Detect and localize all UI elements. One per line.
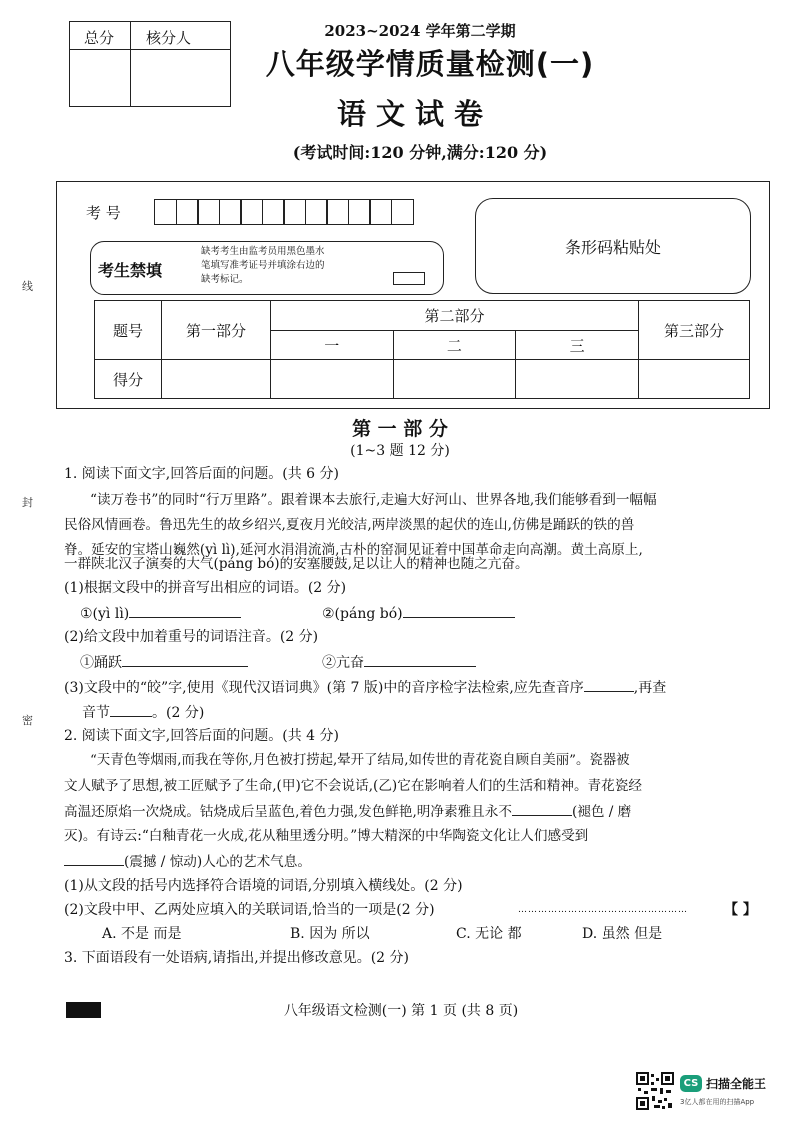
barcode-label: 条形码粘贴处 <box>564 238 661 257</box>
part1-title: 第 一 部 分 <box>352 418 448 440</box>
q1-para-line: “读万卷书”的同时“行万里路”。跟着课本去旅行,走遍大好河山、世界各地,我们能够看到一幅幅 <box>90 492 657 508</box>
q2-para-line: 文人赋予了思想,被工匠赋予了生命,(甲)它不会说话,(乙)它在影响着人们的生活和精神。青花瓷经 <box>64 778 642 794</box>
scanner-name: 扫描全能王 <box>706 1077 767 1091</box>
exam-term: 2023~2024 学年第二学期 <box>324 22 516 40</box>
answer-blank[interactable] <box>584 677 634 692</box>
option-b[interactable]: B. 因为 所以 <box>290 926 370 942</box>
absent-box <box>90 241 444 295</box>
option-d[interactable]: D. 虽然 但是 <box>582 926 663 942</box>
q1-para-line: 民俗风情画卷。鲁迅先生的故乡绍兴,夏夜月光皎洁,两岸淡黑的起伏的连山,仿佛是踊跃的铁的兽 <box>64 517 635 533</box>
q1-sub2-a-label: ①踊跃 <box>80 655 122 671</box>
q1-sub2-b <box>322 652 476 673</box>
grade-score-label: 得分 <box>95 360 162 399</box>
answer-blank[interactable] <box>122 652 248 667</box>
q2-sub2: (2)文段中甲、乙两处应填入的关联词语,恰当的一项是(2 分) <box>64 902 435 918</box>
answer-blank[interactable] <box>129 603 241 618</box>
answer-blank[interactable] <box>364 652 476 667</box>
option-c[interactable]: C. 无论 都 <box>456 926 522 942</box>
q1-sub1: (1)根据文段中的拼音写出相应的词语。(2 分) <box>64 580 347 596</box>
q1-sub3-text: 。(2 分) <box>152 705 205 721</box>
qr-code-icon <box>636 1072 674 1110</box>
q1-sub3-text-end: ,再查 <box>633 680 667 696</box>
q1-sub3-line2 <box>82 702 204 723</box>
q2-para-text: 高温还原焰一次烧成。钴烧成后呈蓝色,着色力强,发色鲜艳,明净素雅且永不 <box>64 804 512 820</box>
answer-blank[interactable] <box>512 801 572 816</box>
answer-blank[interactable] <box>403 603 515 618</box>
answer-blank[interactable] <box>110 702 152 717</box>
answer-blank[interactable] <box>64 851 124 866</box>
answer-bracket[interactable]: 【 】 <box>724 902 757 918</box>
q2-para-line: “天青色等烟雨,而我在等你,月色被打捞起,晕开了结局,如传世的青花瓷自顾自美丽”。瓷器被 <box>90 753 630 768</box>
q1-sub3-text: 音节 <box>82 705 110 721</box>
score-total-label: 总分 <box>84 29 115 47</box>
absent-note-line: 笔填写准考证号并填涂右边的 <box>201 260 325 271</box>
side-mark-line: 线 <box>22 280 33 293</box>
q2-stem: 2. 阅读下面文字,回答后面的问题。(共 4 分) <box>64 728 339 744</box>
grade-header-part1: 第一部分 <box>162 301 271 360</box>
q2-sub2-dots: …………………………………………… <box>518 905 688 915</box>
q1-sub3-text: (3)文段中的“皎”字,使用《现代汉语词典》(第 7 版)中的音序检字法检索,应先查音序 <box>64 680 584 696</box>
q1-para-line: 一群陕北汉子演奏的大气(páng bó)的安塞腰鼓,足以让人的精神也随之亢奋。 <box>64 556 529 572</box>
q3-stem: 3. 下面语段有一处语病,请指出,并提出修改意见。(2 分) <box>64 950 409 966</box>
scanner-tagline: 3亿人都在用的扫描App <box>680 1098 755 1106</box>
camscanner-logo-icon: CS <box>680 1075 702 1092</box>
q1-sub3-line1 <box>64 677 666 698</box>
exam-subject: 语文试卷 <box>336 97 493 131</box>
grade-score-cell[interactable] <box>271 360 394 399</box>
exam-no-label: 考 号 <box>86 204 121 222</box>
q1-para-line: 脊。延安的宝塔山巍然(yì lì),延河水涓涓流淌,古朴的窑洞见证着中国革命走向高潮。黄土高原上, <box>64 542 643 558</box>
page-footer: 八年级语文检测(一) 第 1 页 (共 8 页) <box>283 1003 519 1019</box>
exam-title: 八年级学情质量检测(一) <box>265 47 595 81</box>
absent-label: 考生禁填 <box>98 261 163 280</box>
grade-sub-2: 二 <box>393 331 516 360</box>
q2-para-text: (褪色 / 磨 <box>571 804 632 820</box>
q1-sub2: (2)给文段中加着重号的词语注音。(2 分) <box>64 629 319 645</box>
q2-para-line: 灭)。有诗云:“白釉青花一火成,花从釉里透分明。”博大精深的中华陶瓷文化让人们感受到 <box>64 828 589 844</box>
score-box <box>69 21 231 107</box>
grade-score-cell[interactable] <box>162 360 271 399</box>
exam-time: (考试时间:120 分钟,满分:120 分) <box>292 143 548 162</box>
grade-score-cell[interactable] <box>393 360 516 399</box>
q2-para-line-blank <box>64 851 311 872</box>
option-a[interactable]: A. 不是 而是 <box>102 926 182 942</box>
q2-para-text: (震撼 / 惊动)人心的艺术气息。 <box>124 854 311 870</box>
score-checker-label: 核分人 <box>146 29 192 47</box>
q2-para-line-blank <box>64 801 631 822</box>
q1-sub1-a <box>80 603 241 624</box>
black-mark <box>66 1002 101 1018</box>
q1-sub1-b <box>322 603 515 624</box>
absent-note-line: 缺考考生由监考员用黑色墨水 <box>201 246 325 257</box>
grade-score-cell[interactable] <box>516 360 639 399</box>
q2-sub1: (1)从文段的括号内选择符合语境的词语,分别填入横线处。(2 分) <box>64 878 463 894</box>
side-mark-seal: 封 <box>22 496 33 509</box>
grade-table <box>94 300 750 399</box>
grade-sub-1: 一 <box>271 331 394 360</box>
q1-sub2-b-label: ②亢奋 <box>322 655 364 671</box>
grade-header-part2: 第二部分 <box>271 301 639 331</box>
q1-sub1-a-label: ①(yì lì) <box>80 606 130 622</box>
absent-mark-box[interactable] <box>393 272 425 285</box>
exam-no-boxes[interactable] <box>154 199 412 225</box>
q1-sub2-a <box>80 652 248 673</box>
grade-sub-3: 三 <box>516 331 639 360</box>
q1-stem: 1. 阅读下面文字,回答后面的问题。(共 6 分) <box>64 466 339 482</box>
grade-header-part3: 第三部分 <box>639 301 750 360</box>
grade-score-cell[interactable] <box>639 360 750 399</box>
grade-header-question: 题号 <box>95 301 162 360</box>
side-mark-secret: 密 <box>22 714 33 727</box>
absent-note-line: 缺考标记。 <box>201 274 249 285</box>
barcode-area <box>475 198 751 294</box>
part1-range: (1~3 题 12 分) <box>350 443 450 459</box>
q1-sub1-b-label: ②(páng bó) <box>322 606 403 622</box>
